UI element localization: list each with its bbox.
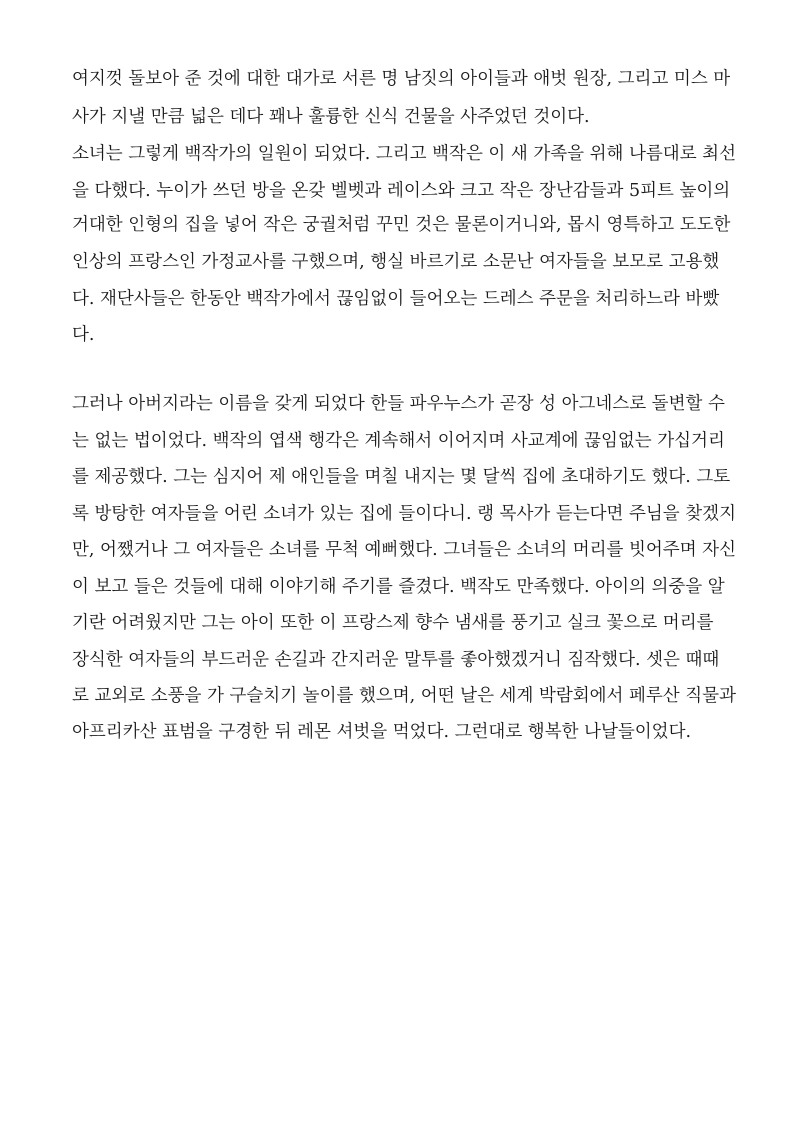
text-line: 인상의 프랑스인 가정교사를 구했으며, 행실 바르기로 소문난 여자들을 보모로 고용했	[72, 252, 720, 272]
text-line: 를 제공했다. 그는 심지어 제 애인들을 며칠 내지는 몇 달씩 집에 초대하기도 했다. 그토	[72, 467, 731, 487]
text-line: 아프리카산 표범을 구경한 뒤 레몬 셔벗을 먹었다. 그런대로 행복한 나날들이었다.	[72, 722, 692, 742]
text-line: 여지껏 돌보아 준 것에 대한 대가로 서른 명 남짓의 아이들과 애벗 원장, 그리고 미스 마	[72, 69, 731, 89]
text-line: 다. 재단사들은 한동안 백작가에서 끊임없이 들어오는 드레스 주문을 처리하느라 바빴	[72, 289, 720, 309]
text-line: 다.	[72, 325, 95, 345]
text-line: 사가 지낼 만큼 넓은 데다 꽤나 훌륭한 신식 건물을 사주었던 것이다.	[72, 107, 590, 127]
text-line: 만, 어쨌거나 그 여자들은 소녀를 무척 예뻐했다. 그녀들은 소녀의 머리를 빗어주며 자신	[72, 540, 736, 560]
text-line: 는 없는 법이었다. 백작의 엽색 행각은 계속해서 이어지며 사교계에 끊임없는 가십거리	[72, 431, 725, 451]
text-line: 기란 어려웠지만 그는 아이 또한 이 프랑스제 향수 냄새를 풍기고 실크 꽃으로 머리를	[72, 613, 714, 633]
text-line: 로 교외로 소풍을 가 구슬치기 놀이를 했으며, 어떤 날은 세계 박람회에서 페루산 직물과	[72, 686, 736, 706]
text-line: 장식한 여자들의 부드러운 손길과 간지러운 말투를 좋아했겠거니 짐작했다. 셋은 때때	[72, 650, 720, 670]
text-line: 그러나 아버지라는 이름을 갖게 되었다 한들 파우누스가 곧장 성 아그네스로 돌변할 수	[72, 394, 725, 414]
text-line: 록 방탕한 여자들을 어린 소녀가 있는 집에 들이다니. 랭 목사가 듣는다면 주님을 찾겠지	[72, 504, 736, 524]
text-line: 소녀는 그렇게 백작가의 일원이 되었다. 그리고 백작은 이 새 가족을 위해 나름대로 최선	[72, 144, 736, 164]
text-line: 거대한 인형의 집을 넣어 작은 궁궐처럼 꾸민 것은 물론이거니와, 몹시 영특하고 도도한	[72, 215, 731, 235]
text-line: 이 보고 들은 것들에 대해 이야기해 주기를 즐겼다. 백작도 만족했다. 아이의 의중을 알	[72, 577, 725, 597]
text-line: 을 다했다. 누이가 쓰던 방을 온갖 벨벳과 레이스와 크고 작은 장난감들과 5피트 높이의	[72, 181, 731, 201]
